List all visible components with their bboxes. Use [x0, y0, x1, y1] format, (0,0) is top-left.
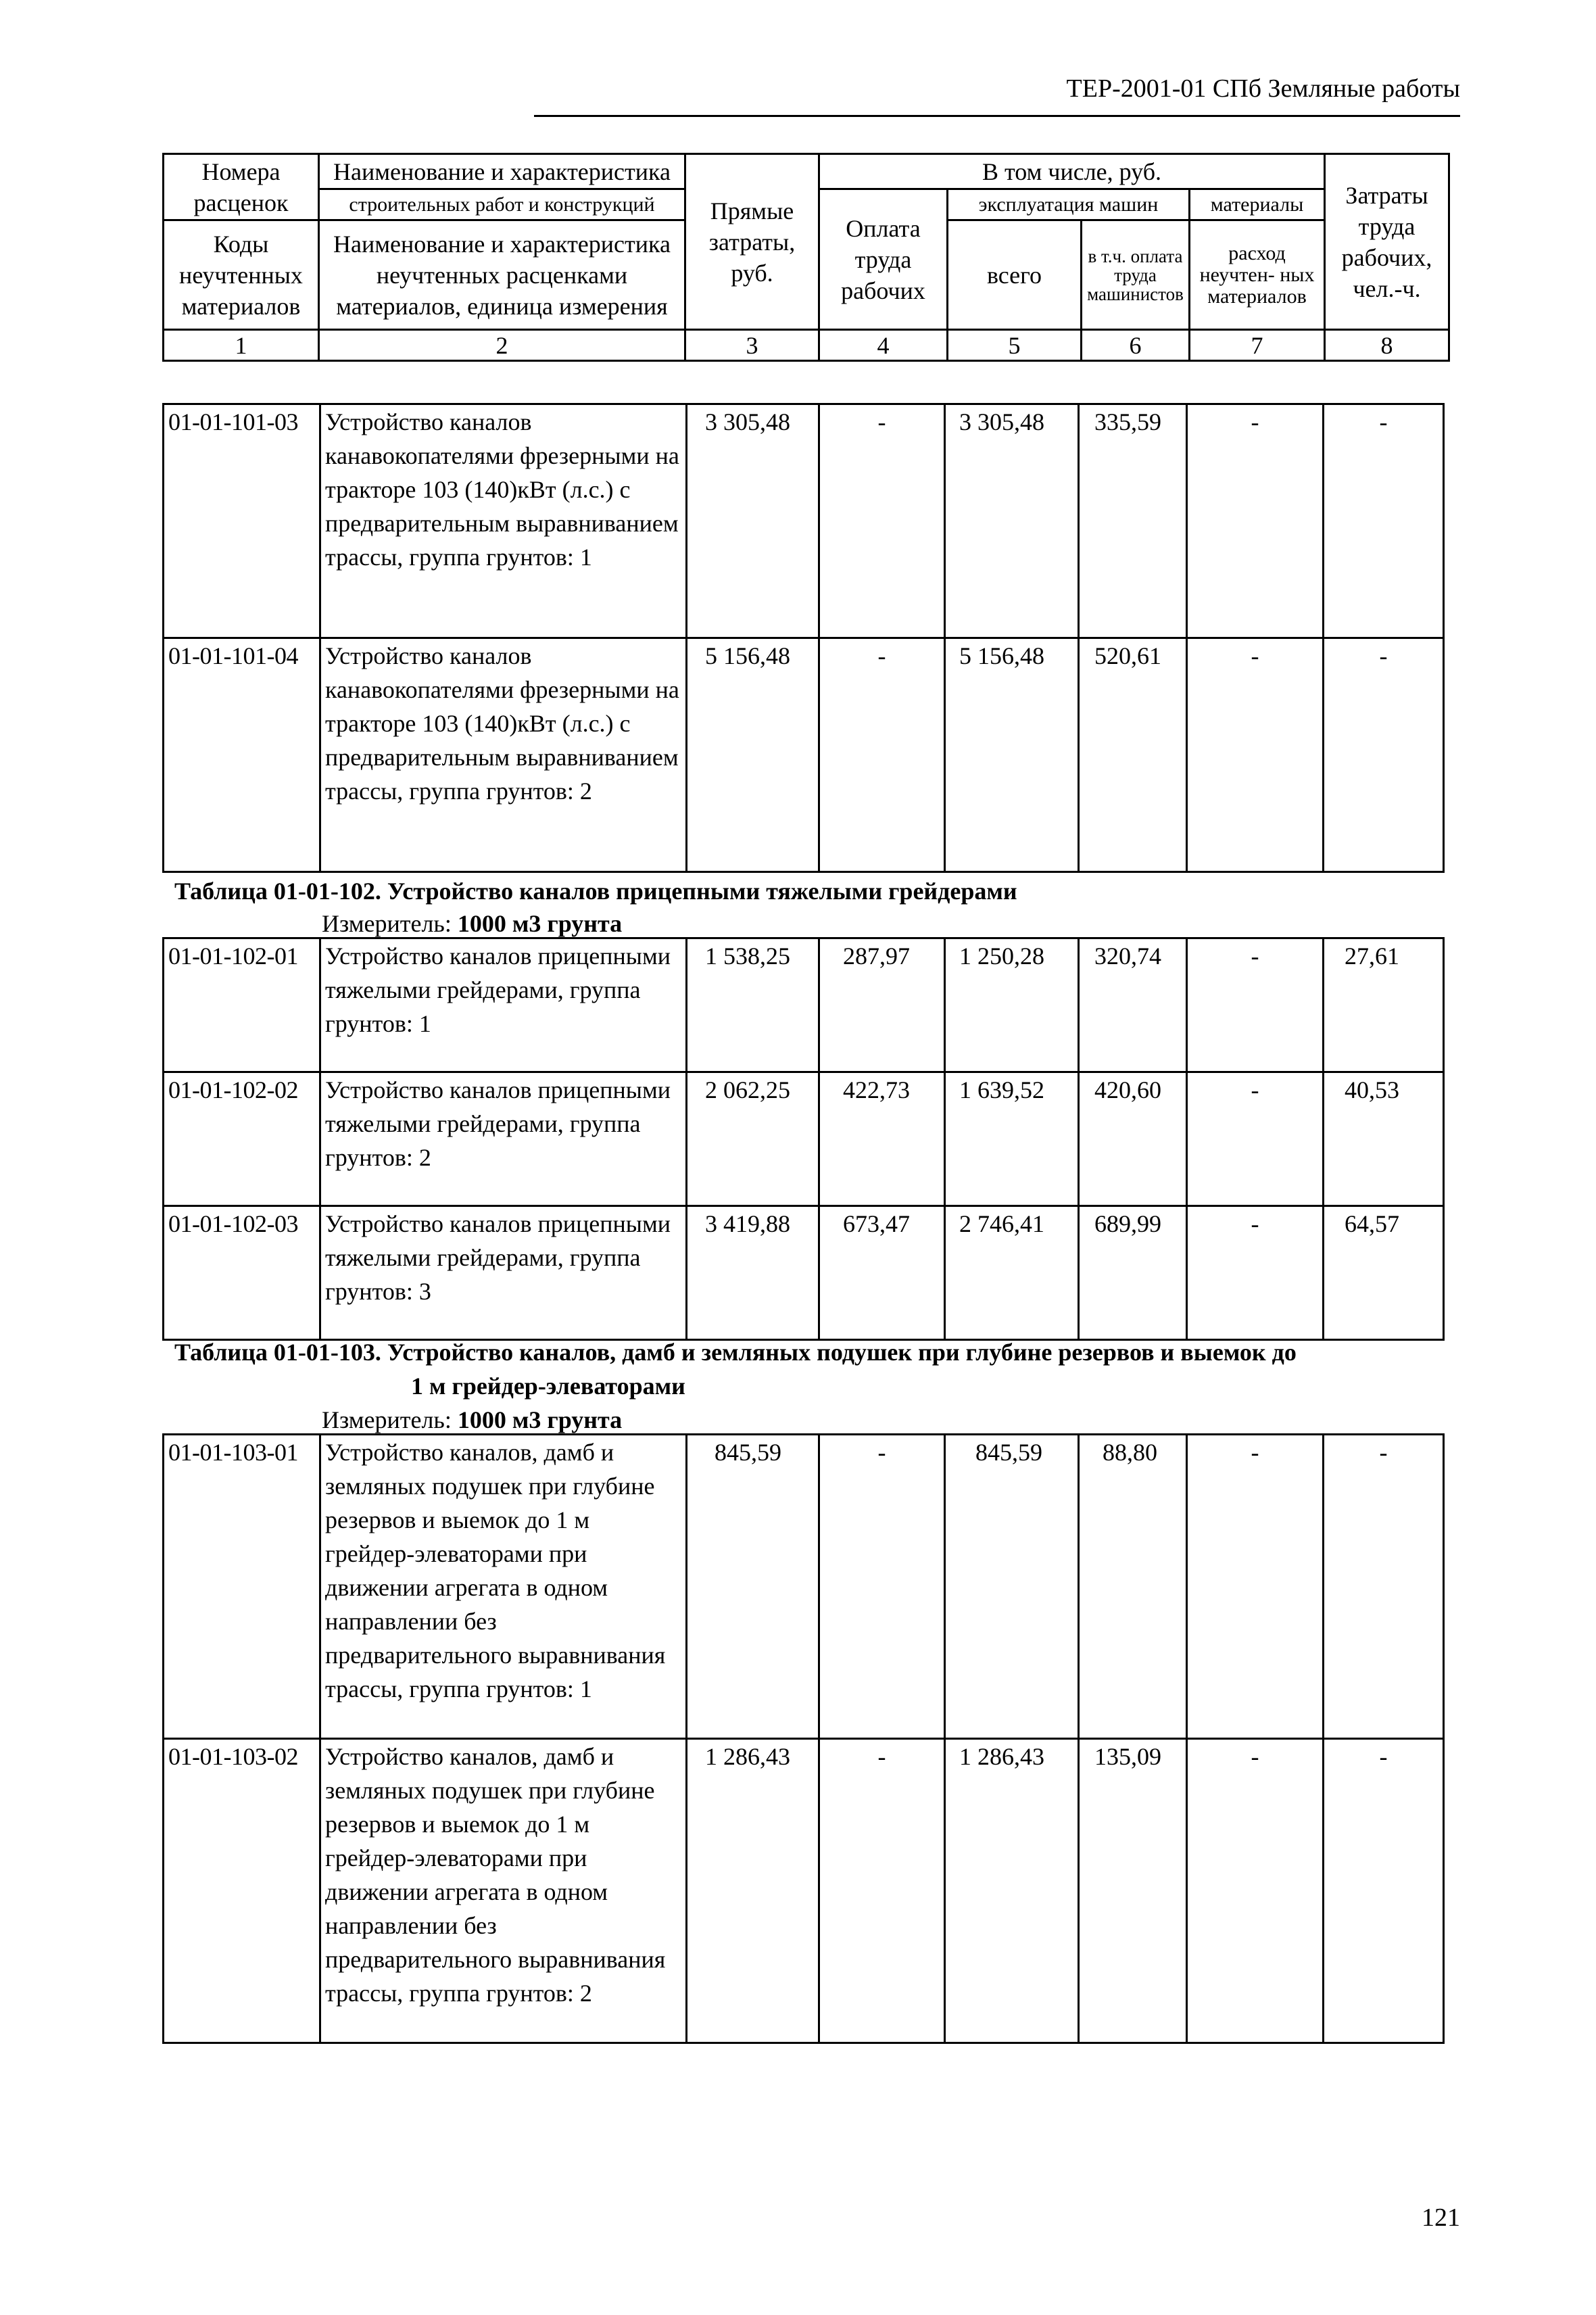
rate-code: 01-01-102-02: [164, 1072, 320, 1206]
header-machine-operation: эксплуатация машин: [948, 189, 1190, 220]
materials: -: [1187, 404, 1324, 638]
operator-pay: 335,59: [1079, 404, 1187, 638]
worker-pay: 422,73: [819, 1072, 945, 1206]
header-work-name-line1: Наименование и характеристика: [319, 154, 685, 189]
direct-costs: 3 305,48: [687, 404, 819, 638]
table-01-01-103: [162, 1433, 1445, 2044]
direct-costs: 5 156,48: [687, 638, 819, 872]
worker-pay: 287,97: [819, 938, 945, 1072]
machines-total: 3 305,48: [945, 404, 1079, 638]
operator-pay: 520,61: [1079, 638, 1187, 872]
table-01-01-101: [162, 403, 1445, 873]
direct-costs: 1 538,25: [687, 938, 819, 1072]
work-name: Устройство каналов прицепными тяжелыми грейдерами, группа грунтов: 1: [320, 938, 687, 1072]
operator-pay: 135,09: [1079, 1739, 1187, 2043]
operator-pay: 420,60: [1079, 1072, 1187, 1206]
table-caption-103: Таблица 01-01-103. Устройство каналов, дамб и земляных подушек при глубине резервов и выемок до: [174, 1339, 1297, 1366]
header-col-number: 6: [1082, 330, 1190, 361]
labor-hours: -: [1324, 638, 1444, 872]
labor-hours: -: [1324, 404, 1444, 638]
measure-value: 1000 м3 грунта: [457, 910, 623, 937]
labor-hours: -: [1324, 1435, 1444, 1739]
header-col-number: 1: [164, 330, 319, 361]
operator-pay: 88,80: [1079, 1435, 1187, 1739]
worker-pay: -: [819, 404, 945, 638]
header-material-consumption: расход неучтен- ных материалов: [1190, 220, 1325, 330]
measure-102: [322, 910, 622, 937]
measure-label: Измеритель:: [322, 910, 458, 937]
machines-total: 845,59: [945, 1435, 1079, 1739]
measure-label: Измеритель:: [322, 1406, 458, 1433]
direct-costs: 2 062,25: [687, 1072, 819, 1206]
materials: -: [1187, 1435, 1324, 1739]
header-col-number: 5: [948, 330, 1082, 361]
header-col-number: 8: [1325, 330, 1449, 361]
work-name: Устройство каналов, дамб и земляных подушек при глубине резервов и выемок до 1 м грейдер-элеваторами при движении агрегата в одном направлении без предварительного выравнивания трассы, группа грунтов: 1: [320, 1435, 687, 1739]
worker-pay: -: [819, 1435, 945, 1739]
table-row: [164, 1435, 1444, 1739]
header-operator-pay: в т.ч. оплата труда машинистов: [1082, 220, 1190, 330]
machines-total: 2 746,41: [945, 1206, 1079, 1340]
header-materials: материалы: [1190, 189, 1325, 220]
header-material-codes: Коды неучтенных материалов: [164, 220, 319, 330]
header-col-number: 2: [319, 330, 685, 361]
direct-costs: 3 419,88: [687, 1206, 819, 1340]
work-name: Устройство каналов канавокопателями фрезерными на тракторе 103 (140)кВт (л.с.) с предварительным выравниванием трассы, группа грунтов: 1: [320, 404, 687, 638]
rate-code: 01-01-101-04: [164, 638, 320, 872]
direct-costs: 845,59: [687, 1435, 819, 1739]
materials: -: [1187, 1206, 1324, 1340]
header-labor-hours: Затраты труда рабочих, чел.-ч.: [1325, 154, 1449, 330]
operator-pay: 320,74: [1079, 938, 1187, 1072]
header-rate-numbers: Номера расценок: [164, 154, 319, 220]
direct-costs: 1 286,43: [687, 1739, 819, 2043]
header-including: В том числе, руб.: [819, 154, 1325, 189]
column-header-table: [162, 153, 1450, 362]
labor-hours: 64,57: [1324, 1206, 1444, 1340]
table-row: [164, 404, 1444, 638]
materials: -: [1187, 638, 1324, 872]
machines-total: 1 250,28: [945, 938, 1079, 1072]
materials: -: [1187, 1739, 1324, 2043]
rate-code: 01-01-101-03: [164, 404, 320, 638]
header-machines-total: всего: [948, 220, 1082, 330]
worker-pay: -: [819, 1739, 945, 2043]
table-row: [164, 638, 1444, 872]
labor-hours: -: [1324, 1739, 1444, 2043]
header-col-number: 3: [685, 330, 819, 361]
table-01-01-102: [162, 937, 1445, 1341]
rate-code: 01-01-102-01: [164, 938, 320, 1072]
header-col-number: 7: [1190, 330, 1325, 361]
work-name: Устройство каналов прицепными тяжелыми грейдерами, группа грунтов: 3: [320, 1206, 687, 1340]
work-name: Устройство каналов, дамб и земляных подушек при глубине резервов и выемок до 1 м грейдер-элеваторами при движении агрегата в одном направлении без предварительного выравнивания трассы, группа грунтов: 2: [320, 1739, 687, 2043]
document-header-title: ТЕР-2001-01 СПб Земляные работы: [1066, 74, 1460, 103]
table-row: [164, 1739, 1444, 2043]
header-worker-pay: Оплата труда рабочих: [819, 189, 948, 330]
materials: -: [1187, 938, 1324, 1072]
page-number: 121: [1422, 2203, 1460, 2232]
work-name: Устройство каналов канавокопателями фрезерными на тракторе 103 (140)кВт (л.с.) с предварительным выравниванием трассы, группа грунтов: 2: [320, 638, 687, 872]
materials: -: [1187, 1072, 1324, 1206]
table-row: [164, 938, 1444, 1072]
machines-total: 1 639,52: [945, 1072, 1079, 1206]
measure-103: [322, 1406, 622, 1433]
labor-hours: 27,61: [1324, 938, 1444, 1072]
table-caption-102: Таблица 01-01-102. Устройство каналов прицепными тяжелыми грейдерами: [174, 878, 1017, 905]
measure-value: 1000 м3 грунта: [457, 1406, 623, 1433]
header-direct-costs: Прямые затраты, руб.: [685, 154, 819, 330]
rate-code: 01-01-103-01: [164, 1435, 320, 1739]
worker-pay: -: [819, 638, 945, 872]
machines-total: 1 286,43: [945, 1739, 1079, 2043]
header-work-name-line2: строительных работ и конструкций: [319, 189, 685, 220]
table-caption-103-line2: 1 м грейдер-элеваторами: [411, 1373, 685, 1400]
work-name: Устройство каналов прицепными тяжелыми грейдерами, группа грунтов: 2: [320, 1072, 687, 1206]
header-col-number: 4: [819, 330, 948, 361]
header-rule: [534, 115, 1460, 117]
rate-code: 01-01-102-03: [164, 1206, 320, 1340]
header-material-name: Наименование и характеристика неучтенных расценками материалов, единица измерения: [319, 220, 685, 330]
machines-total: 5 156,48: [945, 638, 1079, 872]
table-row: [164, 1072, 1444, 1206]
table-row: [164, 1206, 1444, 1340]
labor-hours: 40,53: [1324, 1072, 1444, 1206]
operator-pay: 689,99: [1079, 1206, 1187, 1340]
rate-code: 01-01-103-02: [164, 1739, 320, 2043]
worker-pay: 673,47: [819, 1206, 945, 1340]
